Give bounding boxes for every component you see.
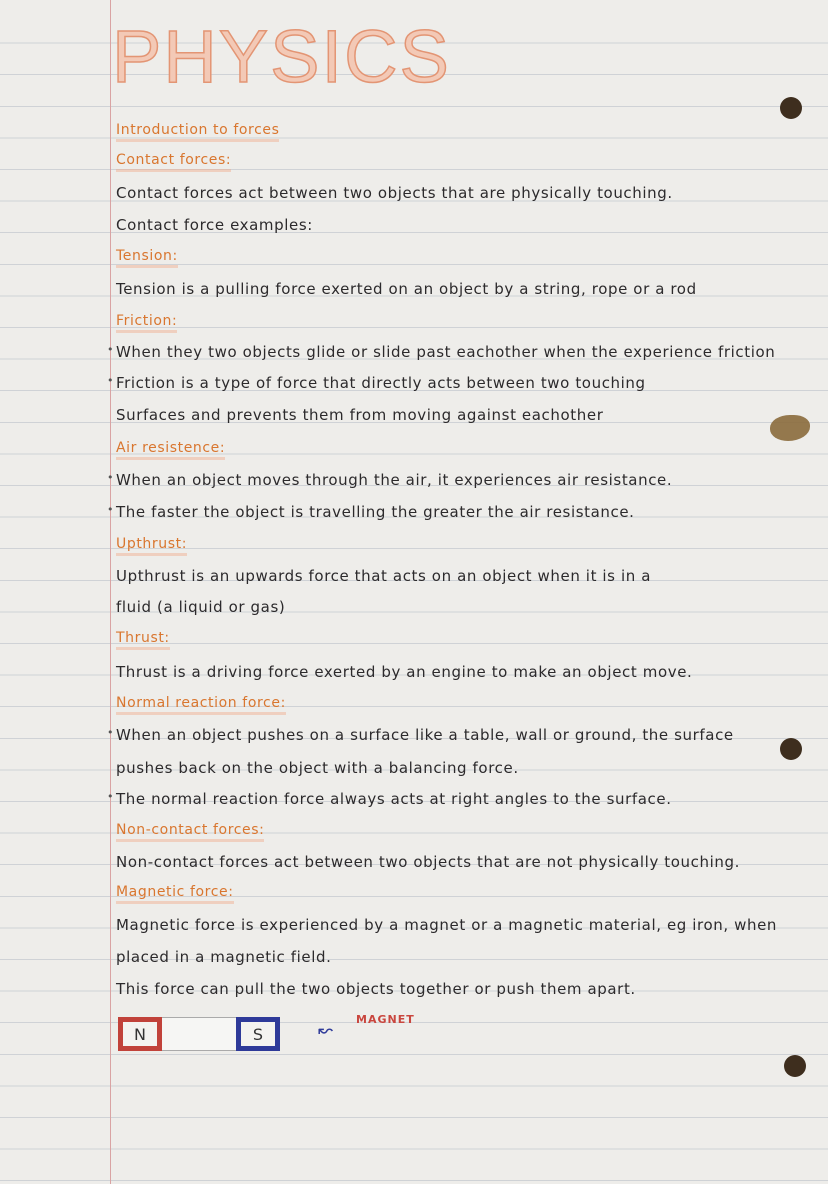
section-heading: Non-contact forces:: [116, 822, 264, 842]
note-line: Thrust is a driving force exerted by an engine to make an object move.: [116, 663, 693, 681]
bullet-item: • When an object moves through the air, it experiences air resistance.: [116, 471, 672, 489]
note-line: Surfaces and prevents them from moving against eachother: [116, 406, 604, 424]
note-line: Contact forces act between two objects that are physically touching.: [116, 184, 673, 202]
magnet-label: MAGNET: [356, 1013, 415, 1026]
bullet-item: • The normal reaction force always acts at right angles to the surface.: [116, 790, 672, 808]
section-heading: Air resistence:: [116, 440, 225, 460]
note-line: pushes back on the object with a balancing force.: [116, 759, 519, 777]
section-heading: Tension:: [116, 248, 178, 268]
bullet-item: • The faster the object is travelling the greater the air resistance.: [116, 503, 635, 521]
margin-line: [110, 0, 111, 1184]
note-line: Non-contact forces act between two objects that are not physically touching.: [116, 853, 740, 871]
section-heading: Introduction to forces: [116, 122, 279, 142]
section-heading: Friction:: [116, 313, 177, 333]
curved-arrow-icon: ↜: [318, 1020, 334, 1041]
north-pole: N: [118, 1017, 162, 1051]
bullet-item: • Friction is a type of force that directly acts between two touching: [116, 374, 646, 392]
note-line: placed in a magnetic field.: [116, 948, 332, 966]
note-line: Contact force examples:: [116, 216, 313, 234]
note-line: fluid (a liquid or gas): [116, 598, 286, 616]
note-line: Magnetic force is experienced by a magnet or a magnetic material, eg iron, when: [116, 916, 778, 934]
punch-hole: [784, 1055, 806, 1077]
section-heading: Thrust:: [116, 630, 170, 650]
bullet-item: • When they two objects glide or slide past eachother when the experience friction: [116, 343, 775, 361]
section-heading: Normal reaction force:: [116, 695, 286, 715]
section-heading: Upthrust:: [116, 536, 187, 556]
note-line: Tension is a pulling force exerted on an object by a string, rope or a rod: [116, 280, 697, 298]
note-line: Upthrust is an upwards force that acts on an object when it is in a: [116, 567, 652, 585]
section-heading: Magnetic force:: [116, 884, 234, 904]
punch-hole: [780, 97, 802, 119]
section-heading: Contact forces:: [116, 152, 231, 172]
bullet-item: • When an object pushes on a surface like a table, wall or ground, the surface: [116, 726, 734, 744]
magnet-body: [162, 1017, 236, 1051]
magnet-diagram: [118, 1017, 288, 1055]
note-line: This force can pull the two objects together or push them apart.: [116, 980, 636, 998]
page-title: PHYSICS: [112, 15, 451, 98]
south-pole: S: [236, 1017, 280, 1051]
punch-hole: [780, 738, 802, 760]
